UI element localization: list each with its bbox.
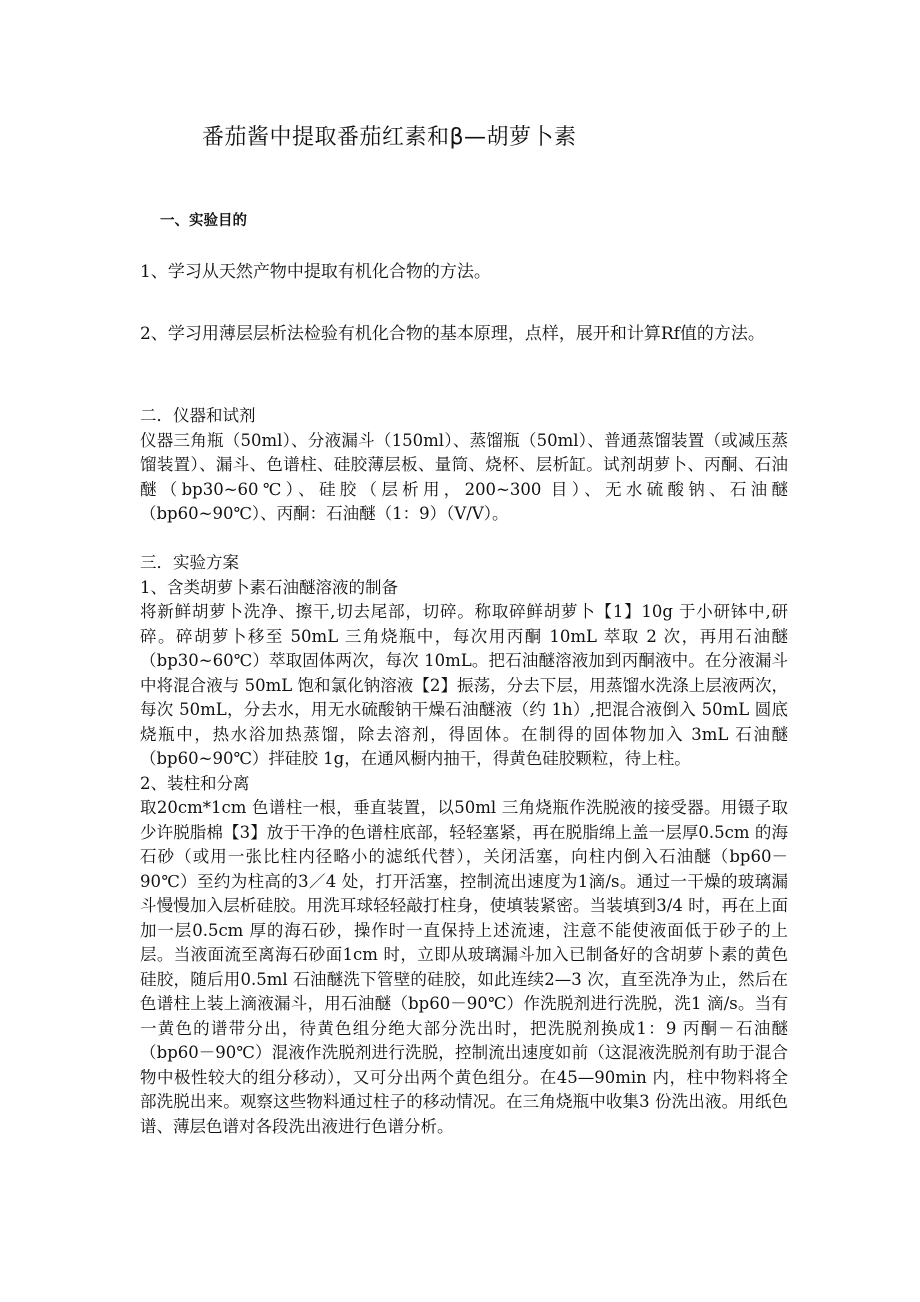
subsection-heading-column: 2、装柱和分离 [140,773,250,793]
document-title: 番茄酱中提取番茄红素和β—胡萝卜素 [202,125,577,150]
section-heading-objectives: 一、实验目的 [160,213,247,229]
column-paragraph: 取20cm*1cm 色谱柱一根，垂直装置，以50ml 三角烧瓶作洗脱液的接受器。用镊子取少许脱脂棉【3】放于干净的色谱柱底部，轻轻塞紧，再在脱脂绵上盖一层厚0.5cm 的海石砂（或用一张比柱内径略小的滤纸代替），关闭活塞，向柱内倒入石油醚（bp60－90℃）至约为柱高的3／4 处，打开活塞，控制流出速度为1滴/s。通过一干燥的玻璃漏斗慢慢加入层析硅胶。用洗耳球轻轻敲打柱身，使填装紧密。当装填到3/4 时，再在上面加一层0.5cm 厚的海石砂，操作时一直保持上述流速，注意不能使液面低于砂子的上层。当液面流至离海石砂面1cm 时，立即从玻璃漏斗加入已制备好的含胡萝卜素的黄色硅胶，随后用0.5ml 石油醚洗下管壁的硅胶，如此连续2—3 次，直至洗净为止，然后在色谱柱上装上滴液漏斗，用石油醚（bp60－90℃）作洗脱剂进行洗脱，洗1 滴/s。当有一黄色的谱带分出，待黄色组分绝大部分洗出时，把洗脱剂换成1：9 丙酮－石油醚（bp60－90℃）混液作洗脱剂进行洗脱，控制流出速度如前（这混液洗脱剂有助于混合物中极性较大的组分移动），又可分出两个黄色组分。在45—90min 内，柱中物料将全部洗脱出来。观察这些物料通过柱子的移动情况。在三角烧瓶中收集3 份洗出液。用纸色谱、薄层色谱对各段洗出液进行色谱分析。 [140,798,788,1136]
section-instruments-reagents [140,404,788,527]
subsection-heading-preparation: 1、含类胡萝卜素石油醚溶液的制备 [140,577,398,597]
section-heading-plan: 三．实验方案 [140,553,239,572]
preparation-paragraph: 将新鲜胡萝卜洗净、擦干,切去尾部，切碎。称取碎鲜胡萝卜【1】10g 于小研钵中,研碎。碎胡萝卜移至 50mL 三角烧瓶中，每次用丙酮 10mL 萃取 2 次，再用石油醚（bp30~60℃）萃取固体两次，每次 10mL。把石油醚溶液加到丙酮液中。在分液漏斗中将混合液与 50mL 饱和氯化钠溶液【2】振荡，分去下层，用蒸馏水洗涤上层液两次，每次 50mL，分去水，用无水硫酸钠干燥石油醚液（约 1h）,把混合液倒入 50mL 圆底烧瓶中，热水浴加热蒸馏，除去溶剂，得固体。在制得的固体物加入 3mL 石油醚（bp60~90℃）拌硅胶 1g，在通风橱内抽干，得黄色硅胶颗粒，待上柱。 [140,602,788,768]
instruments-paragraph: 仪器三角瓶（50ml）、分液漏斗（150ml）、蒸馏瓶（50ml）、普通蒸馏装置（或减压蒸馏装置）、漏斗、色谱柱、硅胶薄层板、量筒、烧杯、层析缸。试剂胡萝卜、丙酮、石油醚（bp30~60℃）、硅胶（层析用，200~300 目）、无水硫酸钠、石油醚（bp60~90℃）、丙酮：石油醚（1：9）（V/V）。 [140,430,788,523]
section-experiment-plan [140,551,788,1139]
section-heading-instruments: 二．仪器和试剂 [140,406,256,425]
objective-item-2: 2、学习用薄层层析法检验有机化合物的基本原理，点样，展开和计算Rf值的方法。 [140,324,765,344]
objective-item-1: 1、学习从天然产物中提取有机化合物的方法。 [140,262,491,282]
